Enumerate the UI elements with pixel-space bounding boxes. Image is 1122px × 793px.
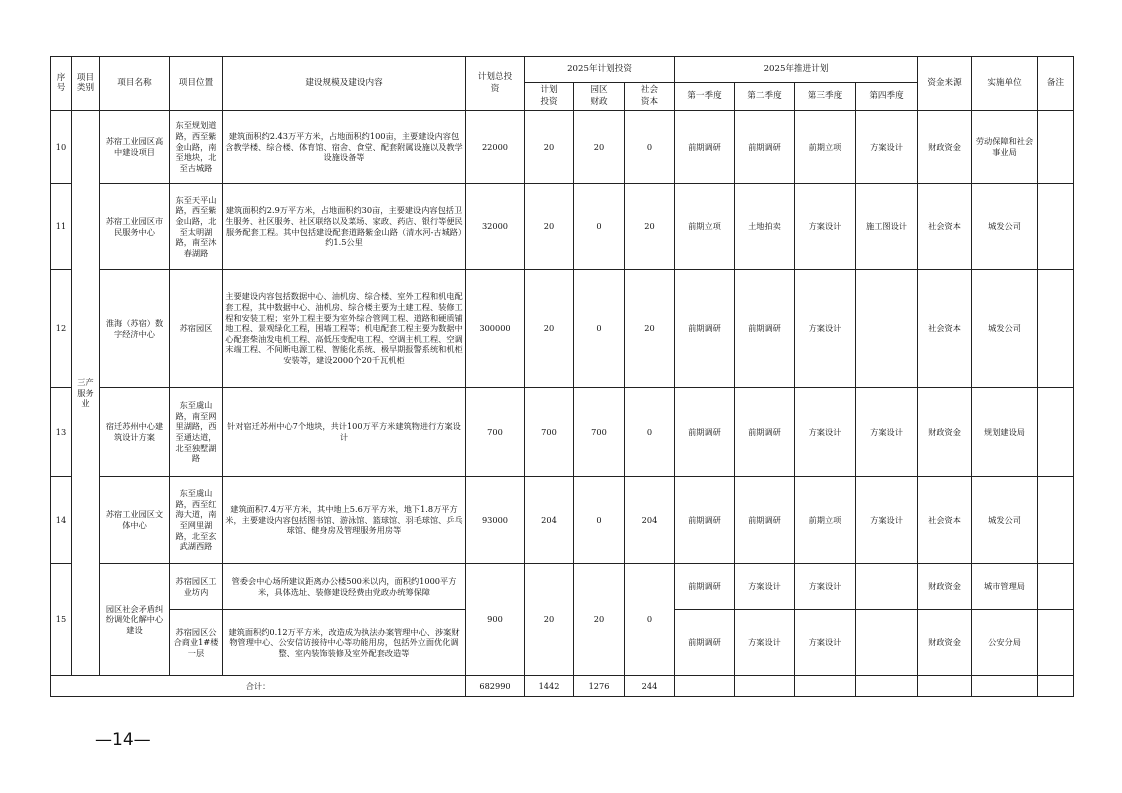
q3-plan: 方案设计 (795, 388, 856, 477)
q4-plan: 方案设计 (856, 477, 918, 564)
header-remark: 备注 (1038, 57, 1074, 111)
fund-source: 财政资金 (918, 111, 972, 184)
project-location: 东至虞山路，西至红海大道，南至网里湖路，北至玄武湖西路 (170, 477, 223, 564)
social-capital: 20 (625, 184, 675, 270)
header-park-finance: 园区财政 (574, 83, 625, 111)
header-fund-source: 资金来源 (918, 57, 972, 111)
project-location: 苏宿园区公合商业1#楼一层 (170, 610, 223, 676)
totals-park: 1276 (574, 676, 625, 697)
empty-cell (972, 676, 1038, 697)
project-content: 管委会中心场所建议距离办公楼500米以内，面积约1000平方米，具体选址、装修建设经费由党政办统筹保障 (223, 564, 466, 610)
header-q4: 第四季度 (856, 83, 918, 111)
header-name: 项目名称 (100, 57, 170, 111)
row-seq: 11 (51, 184, 72, 270)
q1-plan: 前期调研 (675, 111, 735, 184)
q3-plan: 前期立项 (795, 111, 856, 184)
q1-plan: 前期调研 (675, 610, 735, 676)
plan-investment: 20 (525, 270, 574, 388)
q1-plan: 前期调研 (675, 564, 735, 610)
q2-plan: 前期调研 (735, 270, 795, 388)
empty-cell (856, 676, 918, 697)
table-row (51, 111, 1074, 184)
project-content: 建筑面积7.4万平方米，其中地上5.6万平方米，地下1.8万平方米，主要建设内容包括图书馆、游泳馆、篮球馆、羽毛球馆、乒乓球馆、健身房及管理服务用房等 (223, 477, 466, 564)
project-location: 苏宿园区 (170, 270, 223, 388)
project-name: 苏宿工业园区市民服务中心 (100, 184, 170, 270)
project-location: 苏宿园区工业坊内 (170, 564, 223, 610)
implementing-unit: 规划建设局 (972, 388, 1038, 477)
empty-cell (1038, 676, 1074, 697)
q1-plan: 前期调研 (675, 270, 735, 388)
project-name: 宿迁苏州中心建筑设计方案 (100, 388, 170, 477)
q1-plan: 前期调研 (675, 477, 735, 564)
header-scale: 建设规模及建设内容 (223, 57, 466, 111)
totals-label: 合计： (51, 676, 466, 697)
project-location: 东至虞山路，南至网里湖路，西至通达道，北至独墅湖路 (170, 388, 223, 477)
header-category: 项目类别 (72, 57, 100, 111)
park-finance: 0 (574, 270, 625, 388)
header-q3: 第三季度 (795, 83, 856, 111)
fund-source: 财政资金 (918, 610, 972, 676)
q2-plan: 方案设计 (735, 564, 795, 610)
q3-plan: 方案设计 (795, 610, 856, 676)
q3-plan: 方案设计 (795, 184, 856, 270)
implementing-unit: 劳动保障和社会事业局 (972, 111, 1038, 184)
q4-plan (856, 564, 918, 610)
implementing-unit: 城发公司 (972, 477, 1038, 564)
project-table (50, 56, 1074, 697)
row-seq: 13 (51, 388, 72, 477)
totals-plan: 1442 (525, 676, 574, 697)
total-investment: 32000 (466, 184, 525, 270)
fund-source: 财政资金 (918, 388, 972, 477)
empty-cell (735, 676, 795, 697)
total-investment: 300000 (466, 270, 525, 388)
park-finance: 700 (574, 388, 625, 477)
header-plan-group: 2025年计划投资 (525, 57, 675, 83)
q4-plan: 方案设计 (856, 388, 918, 477)
header-plan-invest: 计划投资 (525, 83, 574, 111)
table-row (51, 184, 1074, 270)
fund-source: 社会资本 (918, 477, 972, 564)
park-finance: 0 (574, 477, 625, 564)
total-investment: 93000 (466, 477, 525, 564)
q2-plan: 前期调研 (735, 477, 795, 564)
social-capital: 0 (625, 564, 675, 676)
project-content: 针对宿迁苏州中心7个地块，共计100万平方米建筑物进行方案设计 (223, 388, 466, 477)
q2-plan: 方案设计 (735, 610, 795, 676)
social-capital: 204 (625, 477, 675, 564)
q1-plan: 前期立项 (675, 184, 735, 270)
plan-investment: 20 (525, 564, 574, 676)
q4-plan (856, 270, 918, 388)
table-row (51, 388, 1074, 477)
header-seq: 序号 (51, 57, 72, 111)
total-investment: 22000 (466, 111, 525, 184)
header-q1: 第一季度 (675, 83, 735, 111)
total-investment: 900 (466, 564, 525, 676)
implementing-unit: 城发公司 (972, 184, 1038, 270)
social-capital: 0 (625, 388, 675, 477)
empty-cell (675, 676, 735, 697)
remark (1038, 564, 1074, 610)
remark (1038, 111, 1074, 184)
project-content: 建筑面积约0.12万平方米，改造成为执法办案管理中心、涉案财物管理中心、公安信访接待中心等功能用房，包括外立面优化调整、室内装饰装修及室外配套改造等 (223, 610, 466, 676)
total-investment: 700 (466, 388, 525, 477)
fund-source: 财政资金 (918, 564, 972, 610)
project-name: 苏宿工业园区高中建设项目 (100, 111, 170, 184)
park-finance: 20 (574, 111, 625, 184)
category-cell: 三产服务业 (72, 111, 100, 676)
remark (1038, 477, 1074, 564)
q2-plan: 前期调研 (735, 111, 795, 184)
remark (1038, 270, 1074, 388)
header-progress-group: 2025年推进计划 (675, 57, 918, 83)
totals-row (51, 676, 1074, 697)
project-name: 苏宿工业园区文体中心 (100, 477, 170, 564)
q2-plan: 土地拍卖 (735, 184, 795, 270)
fund-source: 社会资本 (918, 184, 972, 270)
header-q2: 第二季度 (735, 83, 795, 111)
header-unit: 实施单位 (972, 57, 1038, 111)
social-capital: 20 (625, 270, 675, 388)
implementing-unit: 城发公司 (972, 270, 1038, 388)
row-seq: 15 (51, 564, 72, 676)
table-row (51, 477, 1074, 564)
row-seq: 14 (51, 477, 72, 564)
social-capital: 0 (625, 111, 675, 184)
plan-investment: 700 (525, 388, 574, 477)
row-seq: 10 (51, 111, 72, 184)
remark (1038, 184, 1074, 270)
row-seq: 12 (51, 270, 72, 388)
header-social-capital: 社会资本 (625, 83, 675, 111)
header-total: 计划总投资 (466, 57, 525, 111)
project-name: 园区社会矛盾纠纷调处化解中心建设 (100, 564, 170, 676)
table-row (51, 270, 1074, 388)
q2-plan: 前期调研 (735, 388, 795, 477)
page-number: —14— (95, 730, 151, 750)
plan-investment: 20 (525, 111, 574, 184)
project-location: 东至天平山路，西至紫金山路，北至太明湖路，南至沐春湖路 (170, 184, 223, 270)
plan-investment: 20 (525, 184, 574, 270)
header-location: 项目位置 (170, 57, 223, 111)
implementing-unit: 城市管理局 (972, 564, 1038, 610)
q1-plan: 前期调研 (675, 388, 735, 477)
fund-source: 社会资本 (918, 270, 972, 388)
remark (1038, 388, 1074, 477)
remark (1038, 610, 1074, 676)
q3-plan: 前期立项 (795, 477, 856, 564)
project-content: 建筑面积约2.43万平方米，占地面积约100亩，主要建设内容包含教学楼、综合楼、体育馆、宿舍、食堂、配套附属设施以及教学设施设备等 (223, 111, 466, 184)
project-location: 东至规划道路，西至紫金山路，南至地块，北至古城路 (170, 111, 223, 184)
park-finance: 0 (574, 184, 625, 270)
q3-plan: 方案设计 (795, 270, 856, 388)
plan-investment: 204 (525, 477, 574, 564)
project-content: 主要建设内容包括数据中心、油机房、综合楼、室外工程和机电配套工程，其中数据中心、油机房、综合楼主要为土建工程、装修工程和安装工程；室外工程主要为室外综合管网工程、道路和硬质铺地工程、景观绿化工程，围墙工程等；机电配套工程主要为数据中心配套柴油发电机工程、高低压变配电工程、空调主机工程、空调末端工程、不间断电源工程、智能化系统、极早期报警系统和机柜安装等，建设2000个20千瓦机柜 (223, 270, 466, 388)
totals-total: 682990 (466, 676, 525, 697)
q3-plan: 方案设计 (795, 564, 856, 610)
table-row (51, 564, 1074, 610)
project-content: 建筑面积约2.9万平方米，占地面积约30亩，主要建设内容包括卫生服务、社区服务、社区联络以及菜场、家政、药店、银行等便民服务配套工程。其中包括建设配套道路紫金山路（清水河-古城路）约1.5公里 (223, 184, 466, 270)
q4-plan (856, 610, 918, 676)
totals-social: 244 (625, 676, 675, 697)
q4-plan: 方案设计 (856, 111, 918, 184)
park-finance: 20 (574, 564, 625, 676)
implementing-unit: 公安分局 (972, 610, 1038, 676)
empty-cell (918, 676, 972, 697)
empty-cell (795, 676, 856, 697)
project-name: 淮海（苏宿）数字经济中心 (100, 270, 170, 388)
q4-plan: 施工图设计 (856, 184, 918, 270)
